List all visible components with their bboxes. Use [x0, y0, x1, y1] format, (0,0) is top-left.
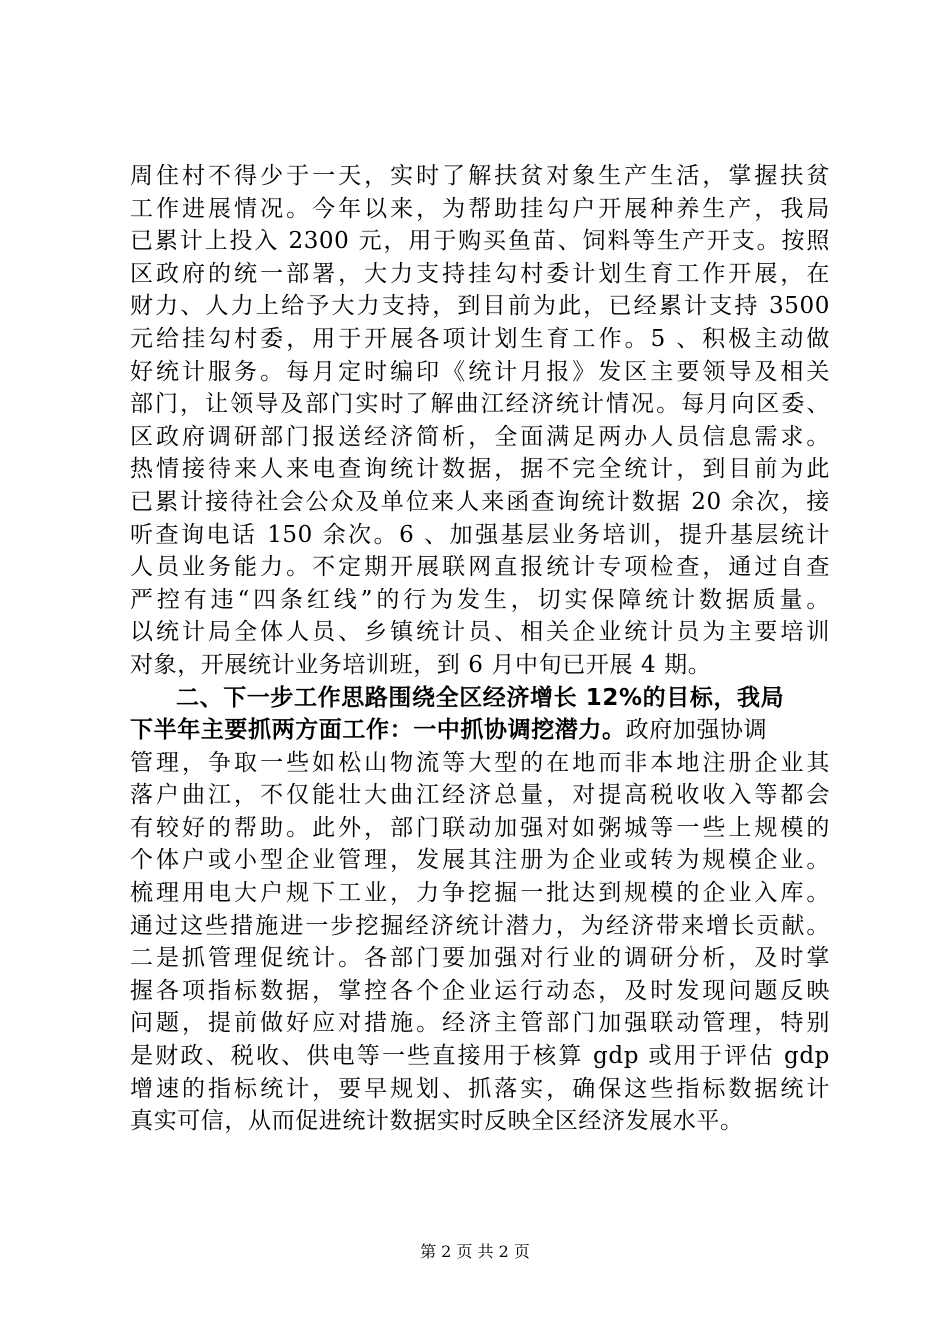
body-line-21: 有较好的帮助。此外，部门联动加强对如粥城等一些上规模的 [130, 814, 830, 841]
body-line-19: 管理，争取一些如松山物流等大型的在地而非本地注册企业其 [130, 749, 830, 776]
body-line-13: 人员业务能力。不定期开展联网直报统计专项检查，通过自查 [130, 554, 830, 581]
body-line-12: 听查询电话 150 余次。6 、加强基层业务培训，提升基层统计 [130, 521, 830, 548]
body-line-8: 部门，让领导及部门实时了解曲江经济统计情况。每月向区委、 [130, 391, 830, 418]
body-line-1: 周住村不得少于一天，实时了解扶贫对象生产生活，掌握扶贫 [130, 163, 830, 189]
body-line-5: 财力、人力上给予大力支持，到目前为此，已经累计支持 3500 [130, 293, 830, 320]
body-line-2: 工作进展情况。今年以来，为帮助挂勾户开展种养生产，我局 [130, 195, 830, 222]
body-line-10: 热情接待来人来电查询统计数据，据不完全统计，到目前为此 [130, 456, 830, 483]
body-line-4: 区政府的统一部署，大力支持挂勾村委计划生育工作开展，在 [130, 260, 830, 287]
body-line-7: 好统计服务。每月定时编印《统计月报》发区主要领导及相关 [130, 358, 830, 385]
body-line-24: 通过这些措施进一步挖掘经济统计潜力，为经济带来增长贡献。 [130, 912, 830, 939]
body-line-9: 区政府调研部门报送经济简析，全面满足两办人员信息需求。 [130, 423, 830, 450]
body-line-25: 二是抓管理促统计。各部门要加强对行业的调研分析，及时掌 [130, 945, 830, 972]
section-heading-tail: 政府加强协调 [625, 717, 768, 744]
body-line-23: 梳理用电大户规下工业，力争挖掘一批达到规模的企业入库。 [130, 880, 830, 907]
body-line-14: 严控有违“四条红线”的行为发生，切实保障统计数据质量。 [130, 586, 830, 613]
body-line-30: 真实可信，从而促进统计数据实时反映全区经济发展水平。 [130, 1108, 744, 1135]
body-line-22: 个体户或小型企业管理，发展其注册为企业或转为规模企业。 [130, 847, 830, 874]
section-heading-line-2 [130, 714, 830, 747]
body-line-27: 问题，提前做好应对措施。经济主管部门加强联动管理，特别 [130, 1010, 830, 1037]
body-line-3: 已累计上投入 2300 元，用于购买鱼苗、饲料等生产开支。按照 [130, 228, 830, 255]
page-footer [0, 1242, 950, 1262]
body-line-28: 是财政、税收、供电等一些直接用于核算 gdp 或用于评估 gdp [130, 1043, 830, 1070]
body-line-29: 增速的指标统计，要早规划、抓落实，确保这些指标数据统计 [130, 1075, 830, 1102]
body-line-16: 对象，开展统计业务培训班，到 6 月中旬已开展 4 期。 [130, 651, 712, 678]
body-line-6: 元给挂勾村委，用于开展各项计划生育工作。5 、积极主动做 [130, 325, 830, 352]
body-line-20: 落户曲江，不仅能壮大曲江经济总量，对提高税收收入等都会 [130, 782, 830, 809]
body-line-15: 以统计局全体人员、乡镇统计员、相关企业统计员为主要培训 [130, 619, 830, 646]
body-line-26: 握各项指标数据，掌控各个企业运行动态，及时发现问题反映 [130, 977, 830, 1004]
section-heading-line-1: 二、下一步工作思路围绕全区经济增长 12%的目标，我局 [176, 684, 785, 711]
page-number: 第 2 页 共 2 页 [420, 1242, 530, 1261]
section-heading-bold-part: 下半年主要抓两方面工作：一中抓协调挖潜力。 [130, 717, 626, 744]
document-body [130, 160, 830, 1138]
body-line-11: 已累计接待社会公众及单位来人来函查询统计数据 20 余次，接 [130, 488, 830, 515]
